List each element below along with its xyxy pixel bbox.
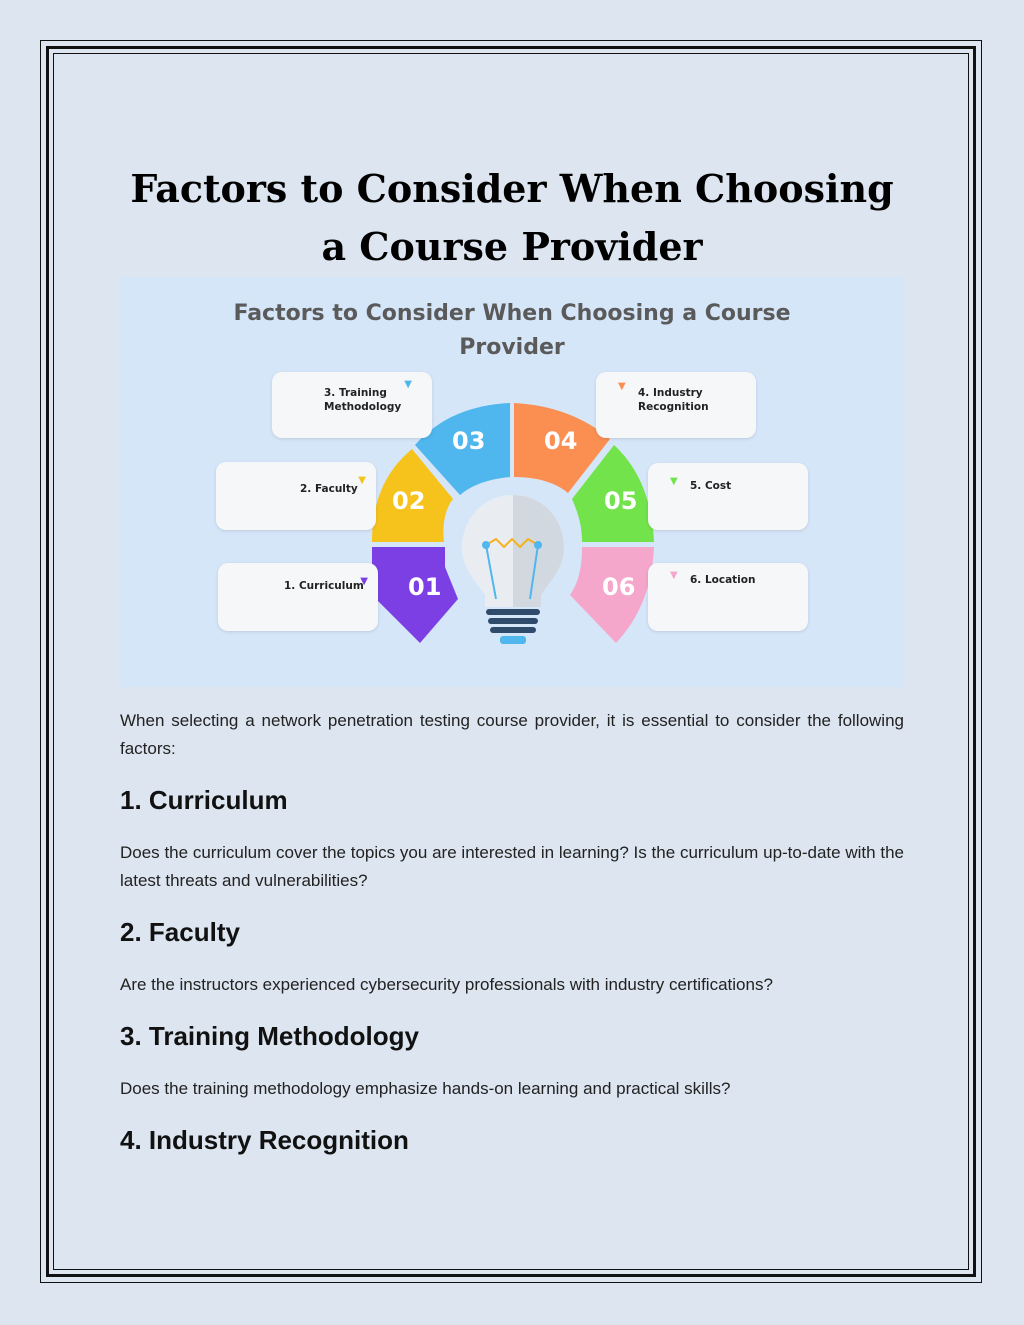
lightbulb-icon: [462, 495, 564, 644]
infographic-title-line2: Provider: [459, 335, 565, 360]
segment-06-number: 06: [602, 573, 636, 601]
card-label: 1. Curriculum: [284, 580, 364, 592]
card-label-line: 3. Training: [324, 387, 387, 399]
card-label: 2. Faculty: [300, 483, 358, 495]
segment-02-number: 02: [392, 487, 426, 515]
card-label: 6. Location: [690, 574, 756, 586]
section-heading-curriculum: 1. Curriculum: [120, 785, 288, 815]
card-cost: [648, 463, 808, 530]
segment-05-number: 05: [604, 487, 638, 515]
marker-icon: ▼: [670, 570, 678, 581]
intro-paragraph: When selecting a network penetration testing course provider, it is essential to consider the following factors:: [120, 711, 904, 758]
card-industry-recognition: [596, 372, 756, 438]
section-heading-industry-recognition: 4. Industry Recognition: [120, 1125, 409, 1155]
card-training-methodology: [272, 372, 432, 438]
marker-icon: ▼: [358, 475, 366, 486]
marker-icon: ▼: [360, 576, 368, 587]
card-location: [648, 563, 808, 631]
section-heading-training-methodology: 3. Training Methodology: [120, 1021, 419, 1051]
card-label: 5. Cost: [690, 480, 732, 492]
section-text-training-methodology: Does the training methodology emphasize hands-on learning and practical skills?: [120, 1079, 731, 1098]
card-label-line: 4. Industry: [638, 387, 703, 399]
card-curriculum: [218, 563, 378, 631]
marker-icon: ▼: [618, 381, 626, 392]
segment-01-number: 01: [408, 573, 442, 601]
segment-03-number: 03: [452, 427, 486, 455]
card-label-line: Methodology: [324, 401, 402, 413]
segment-04-number: 04: [544, 427, 578, 455]
page-title: Factors to Consider When Choosing a Course Provider: [130, 166, 894, 269]
section-heading-faculty: 2. Faculty: [120, 917, 240, 947]
section-text-curriculum: Does the curriculum cover the topics you are interested in learning? Is the curriculum up-to-date with the latest threats and vulnerabilities?: [120, 843, 904, 890]
marker-icon: ▼: [670, 476, 678, 487]
infographic-title-line1: Factors to Consider When Choosing a Course: [233, 301, 791, 326]
section-text-faculty: Are the instructors experienced cybersecurity professionals with industry certifications?: [120, 975, 773, 994]
infographic-title: [120, 297, 904, 365]
marker-icon: ▼: [404, 379, 412, 390]
card-faculty: [216, 462, 376, 530]
infographic-image: [120, 277, 904, 687]
card-label-line: Recognition: [638, 401, 709, 413]
